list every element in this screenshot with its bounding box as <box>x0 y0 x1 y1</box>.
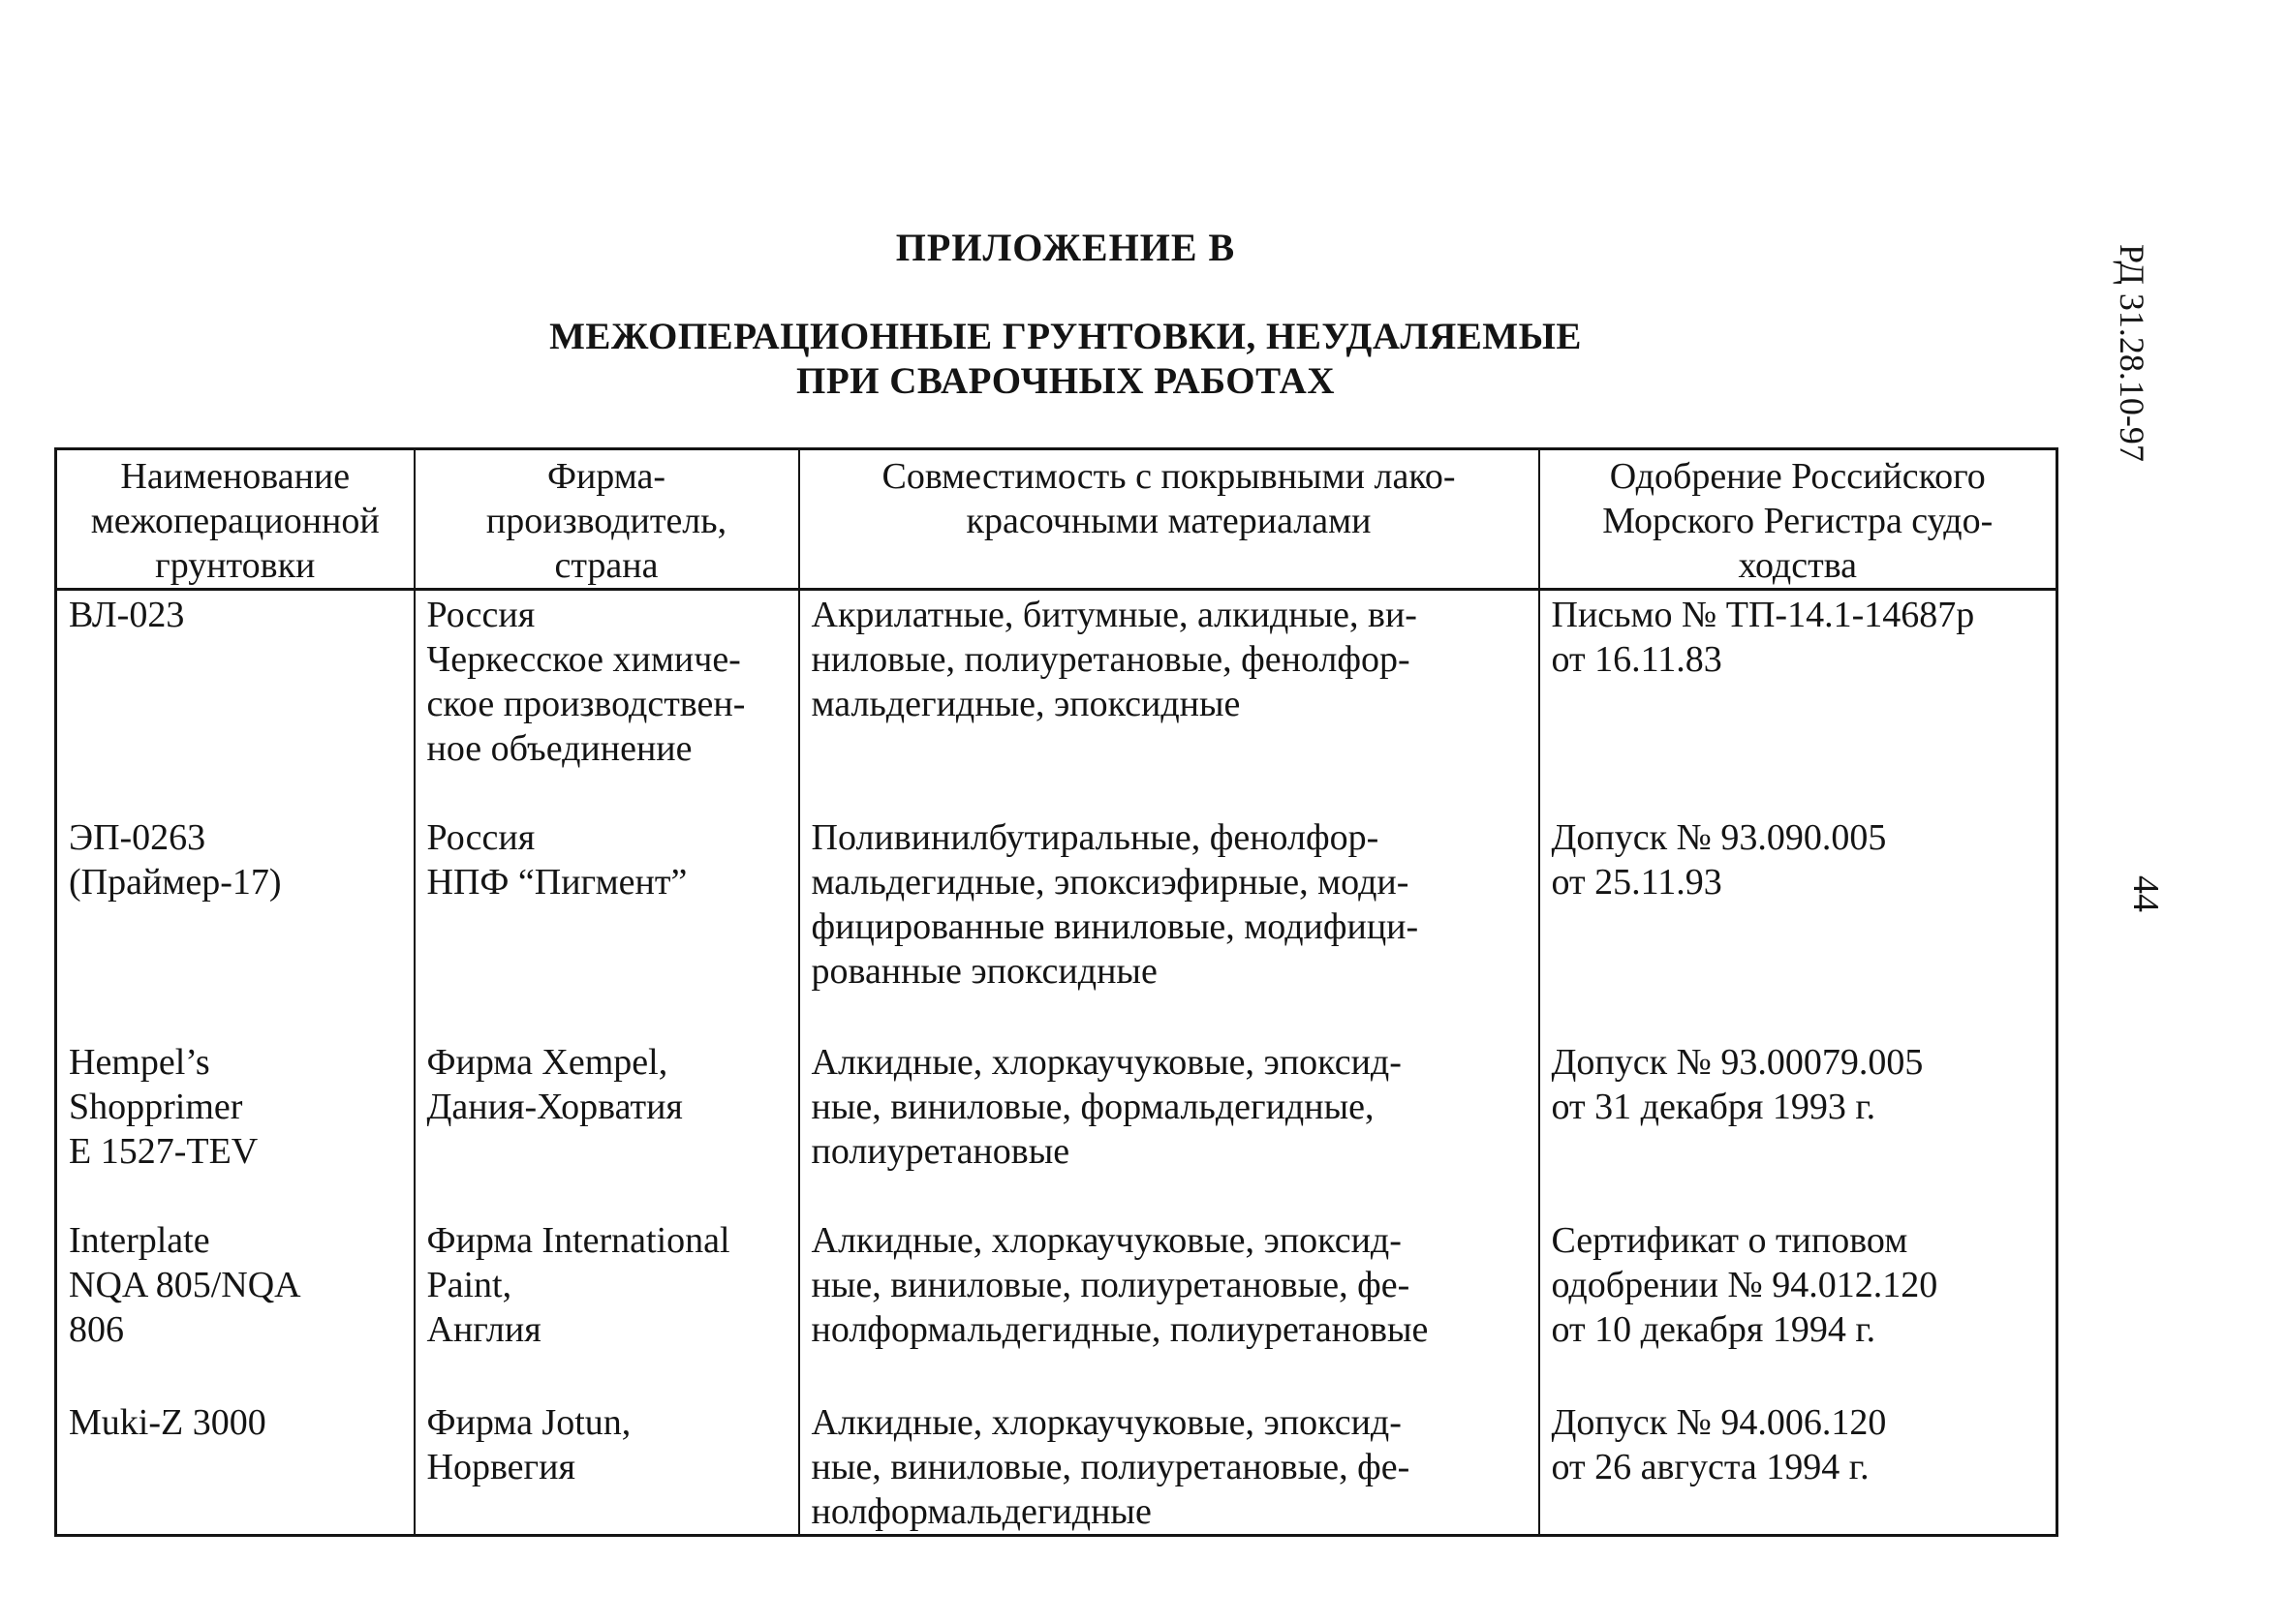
table-row <box>56 813 2057 1038</box>
cell-manufacturer: Фирма International Paint, Англия <box>415 1216 799 1398</box>
primer-table <box>54 447 2058 1537</box>
cell-compatibility: Акрилатные, битумные, алкидные, ви- ниловые, полиуретановые, фенолфор- мальдегидные, эпоксидные <box>799 590 1539 814</box>
cell-approval: Сертификат о типовом одобрении № 94.012.120 от 10 декабря 1994 г. <box>1539 1216 2057 1398</box>
cell-approval: Письмо № ТП-14.1-14687р от 16.11.83 <box>1539 590 2057 814</box>
title-line-2: ПРИ СВАРОЧНЫХ РАБОТАХ <box>795 360 1335 402</box>
cell-primer-name: Hempel’s Shopprimer E 1527-TEV <box>56 1038 415 1216</box>
table-row <box>56 590 2057 814</box>
cell-approval: Допуск № 93.00079.005 от 31 декабря 1993 г. <box>1539 1038 2057 1216</box>
table-header-row <box>56 449 2057 590</box>
cell-manufacturer: Фирма Xempel, Дания-Хорватия <box>415 1038 799 1216</box>
title-line-1: МЕЖОПЕРАЦИОННЫЕ ГРУНТОВКИ, НЕУДАЛЯЕМЫЕ <box>549 316 1582 357</box>
cell-approval: Допуск № 94.006.120 от 26 августа 1994 г. <box>1539 1398 2057 1536</box>
cell-primer-name: Muki-Z 3000 <box>56 1398 415 1536</box>
table-row <box>56 1038 2057 1216</box>
header-compatibility: Совместимость с покрывными лако- красочными материалами <box>799 449 1539 590</box>
header-manufacturer: Фирма- производитель, страна <box>415 449 799 590</box>
appendix-title: ПРИЛОЖЕНИЕ В <box>895 226 1236 269</box>
header-approval: Одобрение Российского Морского Регистра судо- ходства <box>1539 449 2057 590</box>
cell-compatibility: Алкидные, хлоркаучуковые, эпоксид- ные, виниловые, формальдегидные, полиуретановые <box>799 1038 1539 1216</box>
page-number: 44 <box>2125 875 2166 912</box>
cell-approval: Допуск № 93.090.005 от 25.11.93 <box>1539 813 2057 1038</box>
cell-manufacturer: Россия НПФ “Пигмент” <box>415 813 799 1038</box>
document-title <box>0 315 2131 404</box>
cell-primer-name: Interplate NQA 805/NQA 806 <box>56 1216 415 1398</box>
cell-primer-name: ВЛ-023 <box>56 590 415 814</box>
table-row <box>56 1216 2057 1398</box>
header-primer-name: Наименование межоперационной грунтовки <box>56 449 415 590</box>
table-row <box>56 1398 2057 1536</box>
document-code: РД 31.28.10-97 <box>2113 244 2151 462</box>
cell-manufacturer: Россия Черкесское химиче- ское производствен- ное объединение <box>415 590 799 814</box>
cell-manufacturer: Фирма Jotun, Норвегия <box>415 1398 799 1536</box>
cell-compatibility: Алкидные, хлоркаучуковые, эпоксид- ные, виниловые, полиуретановые, фе- нолформальдегидные <box>799 1398 1539 1536</box>
cell-compatibility: Алкидные, хлоркаучуковые, эпоксид- ные, виниловые, полиуретановые, фе- нолформальдегидные, полиуретановые <box>799 1216 1539 1398</box>
cell-primer-name: ЭП-0263 (Праймер-17) <box>56 813 415 1038</box>
cell-compatibility: Поливинилбутиральные, фенолфор- мальдегидные, эпоксиэфирные, моди- фицированные виниловые, модифици- рованные эпоксидные <box>799 813 1539 1038</box>
